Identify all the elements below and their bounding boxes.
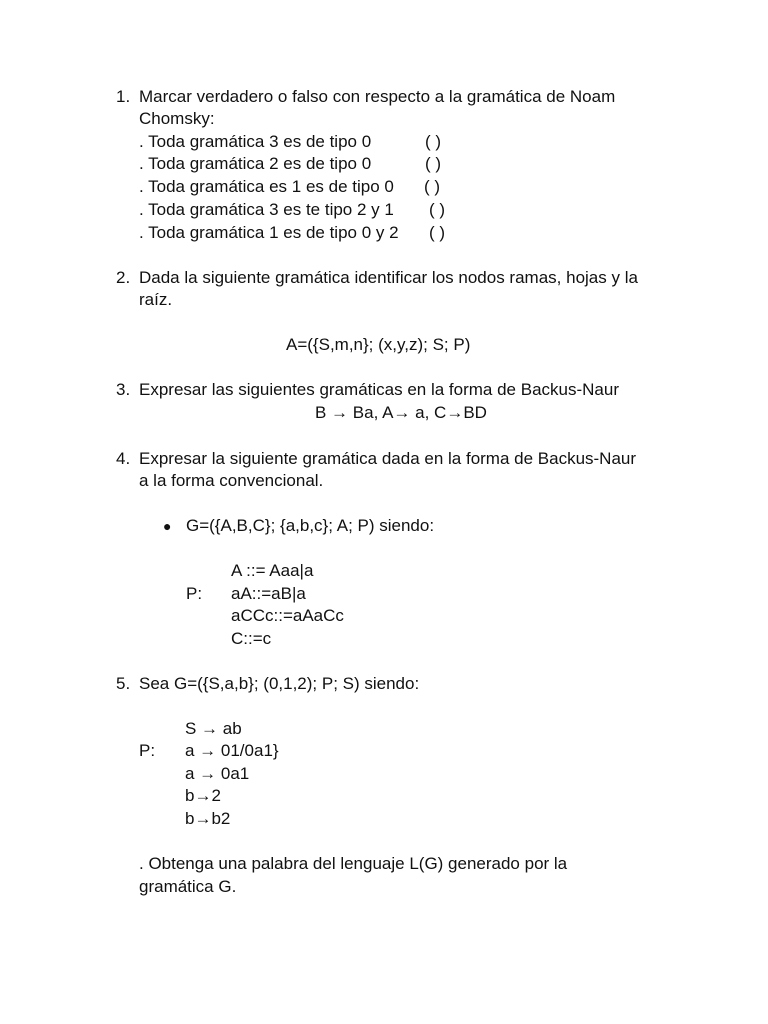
option-text: . Toda gramática 1 es de tipo 0 y 2 (139, 223, 399, 242)
item-number: 4. (116, 449, 131, 468)
item-3-formula: B → Ba, A→ a, C→BD (315, 403, 487, 422)
item-number: 5. (116, 674, 131, 693)
item-2-formula: A=({S,m,n}; (x,y,z); S; P) (286, 335, 471, 354)
p-label: P: (186, 584, 203, 603)
item-1-text-line: Marcar verdadero o falso con respecto a la gramática de Noam (139, 87, 616, 106)
closing-line: . Obtenga una palabra del lenguaje L(G) generado por la (139, 854, 568, 873)
option-text: . Toda gramática 3 es de tipo 0 (139, 132, 372, 151)
item-5-text-line: Sea G=({S,a,b}; (0,1,2); P; S) siendo: (139, 674, 420, 693)
rule-line: b→2 (185, 786, 221, 805)
rule-line: A ::= Aaa|a (231, 561, 314, 580)
rule-line: b→b2 (185, 809, 231, 828)
rule-line: a → 01/0a1} (185, 741, 279, 760)
option-mark: ( ) (429, 223, 446, 242)
item-number: 3. (116, 380, 131, 399)
rule-line: C::=c (231, 629, 272, 648)
rule-line: aCCc::=aAaCc (231, 606, 344, 625)
item-4-text-line: Expresar la siguiente gramática dada en la forma de Backus-Naur (139, 449, 637, 468)
rule-line: a → 0a1 (185, 764, 250, 783)
option-text: . Toda gramática 3 es te tipo 2 y 1 (139, 200, 394, 219)
option-mark: ( ) (425, 132, 442, 151)
option-text: . Toda gramática 2 es de tipo 0 (139, 154, 372, 173)
item-2-text-line: Dada la siguiente gramática identificar los nodos ramas, hojas y la (139, 268, 638, 287)
bullet-icon: ● (163, 518, 172, 534)
rule-line: aA::=aB|a (231, 584, 306, 603)
option-text: . Toda gramática es 1 es de tipo 0 (139, 177, 394, 196)
item-4-text-line: a la forma convencional. (139, 471, 324, 490)
p-label: P: (139, 741, 156, 760)
item-2-text-line: raíz. (139, 290, 173, 309)
option-mark: ( ) (429, 200, 446, 219)
item-3-text-line: Expresar las siguientes gramáticas en la forma de Backus-Naur (139, 380, 619, 399)
item-number: 1. (116, 87, 131, 106)
bullet-text: G=({A,B,C}; {a,b,c}; A; P) siendo: (186, 516, 435, 535)
option-mark: ( ) (424, 177, 441, 196)
rule-line: S → ab (185, 719, 242, 738)
item-1-text-line: Chomsky: (139, 109, 215, 128)
item-number: 2. (116, 268, 131, 287)
closing-line: gramática G. (139, 877, 237, 896)
option-mark: ( ) (425, 154, 442, 173)
